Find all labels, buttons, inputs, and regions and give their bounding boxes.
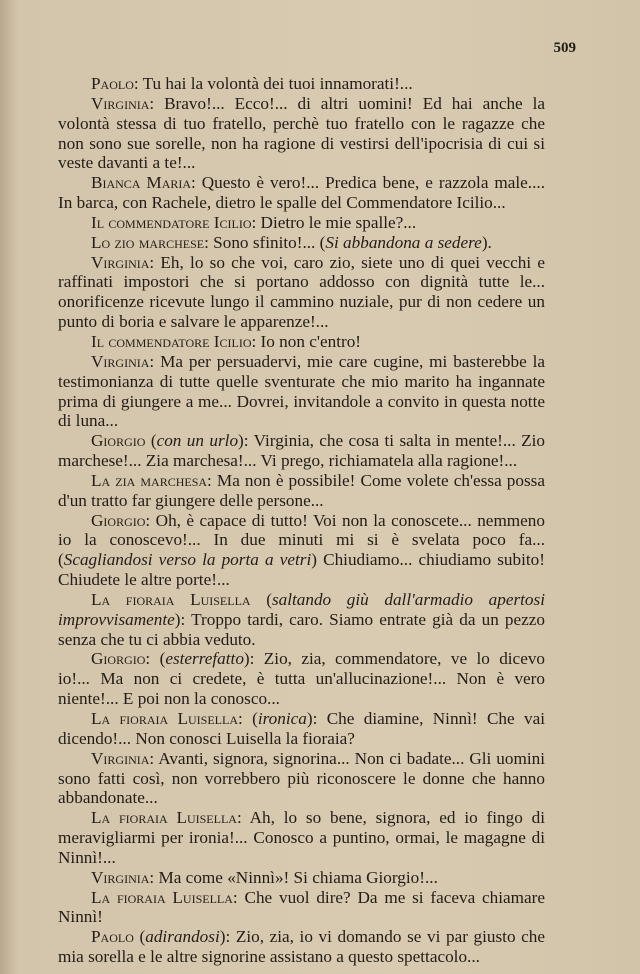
dialogue-line xyxy=(58,927,545,967)
dialogue-text: ): Virginia, che cosa ti salta in mente!... Zio marchese!... Zia marchesa!... Vi prego, richiamatela alla ragione!... xyxy=(58,431,546,471)
dialogue-line xyxy=(58,94,545,173)
speaker-name: Il commendatore Icilio xyxy=(91,331,252,351)
dialogue-line xyxy=(58,590,545,650)
dialogue-text: : Eh, lo so che voi, caro zio, siete uno di quei vecchi e raffinati impostori che si portano addosso con dignità tutte le... onorificenze ricevute lungo il cammino nuziale, pur di non cedere un punto di boria e salvare le apparenze!... xyxy=(58,252,545,332)
dialogue-text: ( xyxy=(145,431,157,451)
speaker-name: Paolo xyxy=(91,927,134,947)
speaker-name: La zia marchesa xyxy=(91,470,208,490)
dialogue-line xyxy=(58,511,545,590)
dialogue-text: : Oh, è capace di tutto! Voi non la conoscete... nemmeno io la conoscevo!... In due minuti mi si è svelata poco fa... ( xyxy=(58,510,545,570)
dialogue-line xyxy=(58,868,545,888)
speaker-name: Bianca Maria xyxy=(91,173,192,193)
speaker-name: Giorgio xyxy=(91,649,146,669)
script-text xyxy=(58,74,545,967)
dialogue-text: : Dietro le mie spalle?... xyxy=(251,212,417,232)
dialogue-line xyxy=(58,808,545,868)
dialogue-text: : Che vuol dire? Da me si faceva chiamare Ninnì! xyxy=(58,887,545,927)
speaker-name: Lo zio marchese xyxy=(91,232,205,252)
stage-direction: Si abbandona a sedere xyxy=(325,232,482,252)
speaker-name: Virginia xyxy=(91,867,150,887)
dialogue-line xyxy=(58,352,545,431)
dialogue-text: : Questo è vero!... Predica bene, e razzola male.... In barca, con Rachele, dietro le spalle del Commendatore Icilio... xyxy=(58,173,545,213)
dialogue-text: ( xyxy=(133,927,146,947)
dialogue-text: : Ma come «Ninnì»! Si chiama Giorgio!... xyxy=(149,867,438,887)
dialogue-line xyxy=(58,649,545,709)
speaker-name: La fioraia Luisella xyxy=(91,589,251,609)
dialogue-text: ): Zio, zia, io vi domando se vi par giusto che mia sorella e le altre signorine assistano a questo spettacolo... xyxy=(58,927,546,967)
stage-direction: saltando giù dall'armadio apertosi improvvisamente xyxy=(58,589,545,629)
speaker-name: La fioraia Luisella xyxy=(91,887,233,907)
speaker-name: La fioraia Luisella xyxy=(91,808,237,828)
dialogue-line xyxy=(58,888,545,928)
dialogue-text: : Ma non è possibile! Come volete ch'essa possa d'un tratto far giungere delle persone... xyxy=(58,470,545,510)
dialogue-line xyxy=(58,74,545,94)
speaker-name: Virginia xyxy=(91,252,150,272)
dialogue-text: : Io non c'entro! xyxy=(251,331,362,351)
dialogue-line xyxy=(58,233,545,253)
stage-direction: con un urlo xyxy=(156,431,239,451)
speaker-name: La fioraia Luisella xyxy=(91,709,239,728)
dialogue-text: ): Che diamine, Ninnì! Che vai dicendo!... Non conosci Luisella la fioraia? xyxy=(58,709,545,748)
dialogue-line xyxy=(58,709,545,749)
dialogue-text: : Sono sfinito!... ( xyxy=(204,232,326,252)
stage-direction: ironica xyxy=(257,709,307,728)
dialogue-line xyxy=(58,431,545,471)
speaker-name: Virginia xyxy=(91,93,150,113)
dialogue-text: ). xyxy=(481,232,492,252)
speaker-name: Giorgio xyxy=(91,510,146,530)
speaker-name: Virginia xyxy=(91,748,150,768)
dialogue-text: : ( xyxy=(238,709,258,728)
dialogue-line xyxy=(58,173,545,213)
dialogue-text: ): Troppo tardi, caro. Siamo entrate già da un pezzo senza che tu ci abbia veduto. xyxy=(58,609,545,649)
speaker-name: Paolo xyxy=(91,74,134,93)
dialogue-text: : Ah, lo so bene, signora, ed io fingo di meravigliarmi per ironia!... Conosco a puntino, ormai, le magagne di Ninnì!... xyxy=(58,808,545,867)
dialogue-text: ): Zio, zia, commendatore, ve lo dicevo io!... Ma non ci credete, è tutta un'allucinazione!... Non è vero niente!... E poi non la conosco... xyxy=(58,649,546,709)
dialogue-line xyxy=(58,253,545,332)
page-number: 509 xyxy=(553,40,576,56)
speaker-name: Il commendatore Icilio xyxy=(91,212,252,232)
dialogue-text: : Tu hai la volontà dei tuoi innamorati!... xyxy=(133,74,413,93)
dialogue-line xyxy=(58,213,545,233)
dialogue-text: : ( xyxy=(145,649,166,669)
dialogue-text: ) Chiudiamo... chiudiamo subito! Chiudete le altre porte!... xyxy=(58,550,545,590)
dialogue-text: : Avanti, signora, signorina... Non ci badate... Gli uomini sono fatti così, non vorrebbero più riconoscere le donne che hanno abbandonate... xyxy=(58,748,545,808)
dialogue-text: : Bravo!... Ecco!... di altri uomini! Ed hai anche la volontà stessa di tuo fratello, perchè tuo fratello con le ragazze che non sono sue sorelle, non ha ragione di vestirsi dell'ipocrisia di cui si veste davanti a te!... xyxy=(58,93,545,173)
dialogue-text: : Ma per persuadervi, mie care cugine, mi basterebbe la testimonianza di tutte quelle sventurate che mio marito ha ingannate prima di giungere a me... Dovrei, invitandole a convito in questa notte di luna... xyxy=(58,351,545,431)
stage-direction: Scagliandosi verso la porta a vetri xyxy=(63,550,312,570)
dialogue-line xyxy=(58,471,545,511)
dialogue-text: ( xyxy=(250,589,272,609)
dialogue-line xyxy=(58,749,545,809)
speaker-name: Giorgio xyxy=(91,431,146,451)
dialogue-line xyxy=(58,332,545,352)
stage-direction: esterrefatto xyxy=(165,649,244,669)
speaker-name: Virginia xyxy=(91,351,150,371)
stage-direction: adirandosi xyxy=(145,927,220,947)
